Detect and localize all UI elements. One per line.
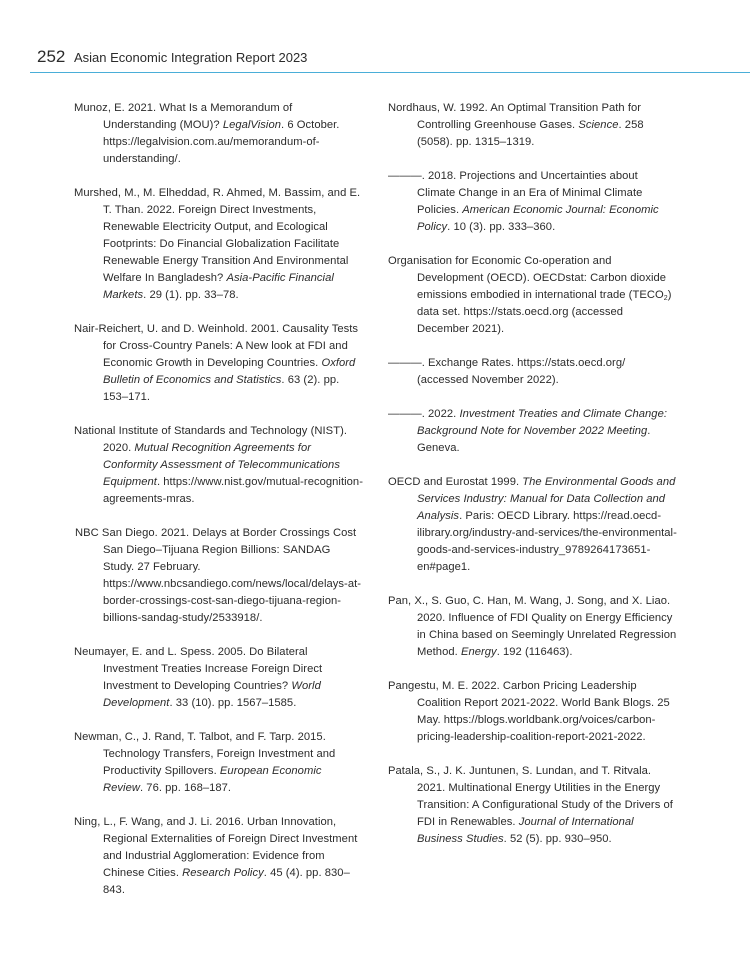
page-number: 252 — [37, 47, 66, 66]
references-left-column — [74, 100, 364, 916]
reference-entry: Ning, L., F. Wang, and J. Li. 2016. Urban Innovation, Regional Externalities of Foreign Direct Investment and Industrial Agglomeration: Evidence from Chinese Cities. Research Policy. 45 (4). pp. 830–843. — [74, 816, 358, 896]
reference-entry: Munoz, E. 2021. What Is a Memorandum of Understanding (MOU)? LegalVision. 6 October. https://legalvision.com.au/memorandum-of-understanding/. — [74, 102, 340, 165]
reference-entry: Nordhaus, W. 1992. An Optimal Transition Path for Controlling Greenhouse Gases. Science. 258 (5058). pp. 1315–1319. — [388, 102, 644, 148]
reference-entry: Organisation for Economic Co-operation and Development (OECD). OECDstat: Carbon dioxide emissions embodied in international trade $(TECO_2)$ data set. https://stats.oecd.org (accessed December 2021). — [388, 255, 672, 335]
reference-entry: ———. Exchange Rates. https://stats.oecd.org/ (accessed November 2022). — [388, 357, 626, 386]
references-right-column — [388, 100, 678, 865]
reference-entry: NBC San Diego. 2021. Delays at Border Crossings Cost San Diego–Tijuana Region Billions: SANDAG Study. 27 February. https://www.nbcsandiego.com/news/local/delays-at-border-crossings-cost-san-diego-tijuana-region-billions-sandag-study/2533918/. — [75, 527, 362, 624]
reference-entry: Murshed, M., M. Elheddad, R. Ahmed, M. Bassim, and E. T. Than. 2022. Foreign Direct Investments, Renewable Electricity Output, and Ecological Footprints: Do Financial Globalization Facilitate Renewable Energy Transition And Environmental Welfare In Bangladesh? Asia-Pacific Financial Markets. 29 (1). pp. 33–78. — [74, 187, 361, 301]
page-header — [0, 0, 750, 80]
reference-entry: Pangestu, M. E. 2022. Carbon Pricing Leadership Coalition Report 2021-2022. World Bank Blogs. 25 May. https://blogs.worldbank.org/voices/carbon-pricing-leadership-coalition-report-2021-2022. — [388, 680, 670, 743]
report-title: Asian Economic Integration Report 2023 — [74, 50, 308, 65]
reference-entry: National Institute of Standards and Technology (NIST). 2020. Mutual Recognition Agreements for Conformity Assessment of Telecommunications Equipment. https://www.nist.gov/mutual-recognition-agreements-mras. — [74, 425, 363, 505]
header-rule — [30, 72, 750, 73]
reference-entry: ———. 2018. Projections and Uncertainties about Climate Change in an Era of Minimal Climate Policies. American Economic Journal: Economic Policy. 10 (3). pp. 333–360. — [388, 170, 659, 233]
reference-entry: Nair-Reichert, U. and D. Weinhold. 2001. Causality Tests for Cross-Country Panels: A New look at FDI and Economic Growth in Developing Countries. Oxford Bulletin of Economics and Statistics. 63 (2). pp. 153–171. — [74, 323, 359, 403]
reference-entry: Neumayer, E. and L. Spess. 2005. Do Bilateral Investment Treaties Increase Foreign Direct Investment to Developing Countries? World Development. 33 (10). pp. 1567–1585. — [74, 646, 323, 709]
reference-entry: Newman, C., J. Rand, T. Talbot, and F. Tarp. 2015. Technology Transfers, Foreign Investment and Productivity Spillovers. European Economic Review. 76. pp. 168–187. — [74, 731, 336, 794]
reference-entry: OECD and Eurostat 1999. The Environmental Goods and Services Industry: Manual for Data Collection and Analysis. Paris: OECD Library. https://read.oecd-ilibrary.org/industry-and-services/the-environmental-goods-and-services-industry_9789264173651-en#page1. — [388, 476, 677, 573]
reference-entry: ———. 2022. Investment Treaties and Climate Change: Background Note for November 2022 Meeting. Geneva. — [388, 408, 668, 454]
reference-entry: Patala, S., J. K. Juntunen, S. Lundan, and T. Ritvala. 2021. Multinational Energy Utilities in the Energy Transition: A Configurational Study of the Drivers of FDI in Renewables. Journal of International Business Studies. 52 (5). pp. 930–950. — [388, 765, 673, 845]
reference-entry: Pan, X., S. Guo, C. Han, M. Wang, J. Song, and X. Liao. 2020. Influence of FDI Quality on Energy Efficiency in China based on Seemingly Unrelated Regression Method. Energy. 192 (116463). — [388, 595, 677, 658]
